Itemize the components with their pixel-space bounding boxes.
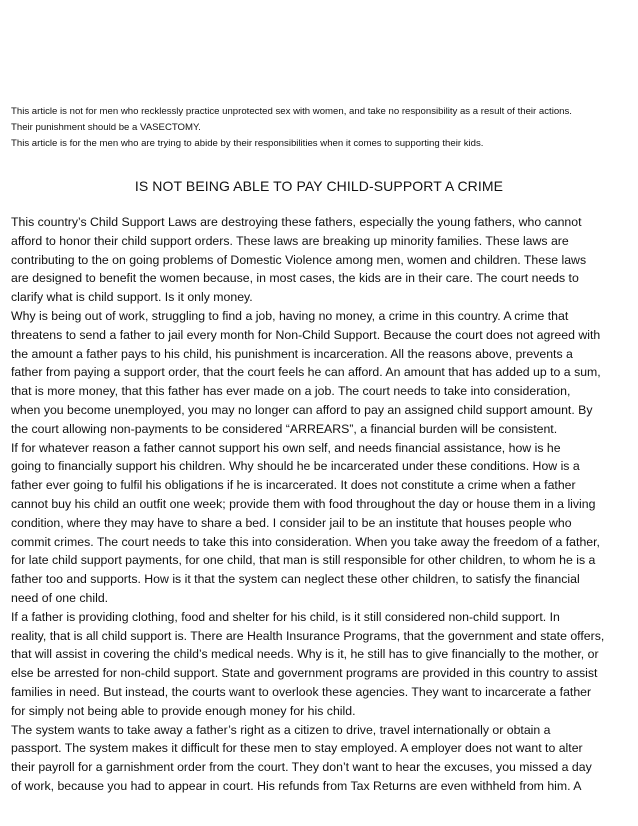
body-line: of work, because you had to appear in court. His refunds from Tax Returns are even withheld from him. A [11,778,582,793]
body-line: when you become unemployed, you may no longer can afford to pay an assigned child support amount. By [11,402,593,417]
body-line: else be arrested for non-child support. State and government programs are provided in this country to assist [11,666,598,681]
body-line: passport. The system makes it difficult for these men to stay employed. A employer does not want to alter [11,741,583,756]
body-line: If a father is providing clothing, food and shelter for his child, is it still considered non-child support. In [11,609,560,624]
body-line: condition, where they may have to share a bed. I consider jail to be an institute that houses people who [11,515,572,530]
disclaimer-line: This article is not for men who recklessly practice unprotected sex with women, and take no responsibility as a result of their actions. [11,106,572,117]
body-line: their payroll for a garnishment order from the court. They don’t want to hear the excuses, you missed a day [11,760,592,775]
body-line: that is more money, that this father has ever made on a job. The court needs to take into consideration, [11,384,571,399]
body-line: contributing to the on going problems of Domestic Violence among men, women and children. These laws [11,252,587,267]
disclaimer-block [11,104,637,152]
body-line: afford to honor their child support orders. These laws are breaking up minority families. These laws are [11,233,569,248]
body-line: father ever going to fulfil his obligations if he is incarcerated. It does not constitute a crime when a father [11,478,576,493]
body-line: the court allowing non-payments to be considered “ARREARS”, a financial burden will be consistent. [11,421,558,436]
body-line: going to financially support his children. Why should he be incarcerated under these conditions. How is a [11,459,580,474]
body-line: for simply not being able to provide enough money for his child. [11,703,356,718]
article-body [11,213,637,796]
body-line: clarify what is child support. Is it only money. [11,290,253,305]
body-line: father too and supports. How is it that the system can neglect these other children, to satisfy the financial [11,572,580,587]
body-line: need of one child. [11,590,109,605]
body-line: reality, that is all child support is. There are Health Insurance Programs, that the government and state offers, [11,628,605,643]
body-line: commit crimes. The court needs to take this into consideration. When you take away the freedom of a father, [11,534,600,549]
body-line: for late child support payments, for one child, that man is still responsible for other children, to whom he is a [11,553,596,568]
body-line: This country’s Child Support Laws are destroying these fathers, especially the young fathers, who cannot [11,215,582,229]
body-line: If for whatever reason a father cannot support his own self, and needs financial assistance, how is he [11,440,561,455]
body-line: threatens to send a father to jail every month for Non-Child Support. Because the court does not agreed with [11,327,601,342]
body-line: Why is being out of work, struggling to find a job, having no money, a crime in this country. A crime that [11,308,569,323]
body-line: father from paying a support order, that the court feels he can afford. An amount that has added up to a sum, [11,365,601,380]
body-line: are designed to benefit the women because, in most cases, the kids are in their care. The court needs to [11,271,579,286]
body-line: families in need. But instead, the courts want to overlook these agencies. They want to incarcerate a father [11,684,592,699]
article-title: IS NOT BEING ABLE TO PAY CHILD-SUPPORT A CRIME [134,178,504,194]
disclaimer-line: This article is for the men who are trying to abide by their responsibilities when it comes to supporting their kids. [11,138,484,149]
body-line: that will assist in covering the child’s medical needs. Why is it, he still has to give financially to the mother, or [11,647,599,662]
body-line: The system wants to take away a father’s right as a citizen to drive, travel internationally or obtain a [11,722,551,737]
body-line: cannot buy his child an outfit one week; provide them with food throughout the day or house them in a living [11,496,596,511]
body-line: the amount a father pays to his child, his punishment is incarceration. All the reasons above, prevents a [11,346,573,361]
disclaimer-line: Their punishment should be a VASECTOMY. [11,122,201,133]
